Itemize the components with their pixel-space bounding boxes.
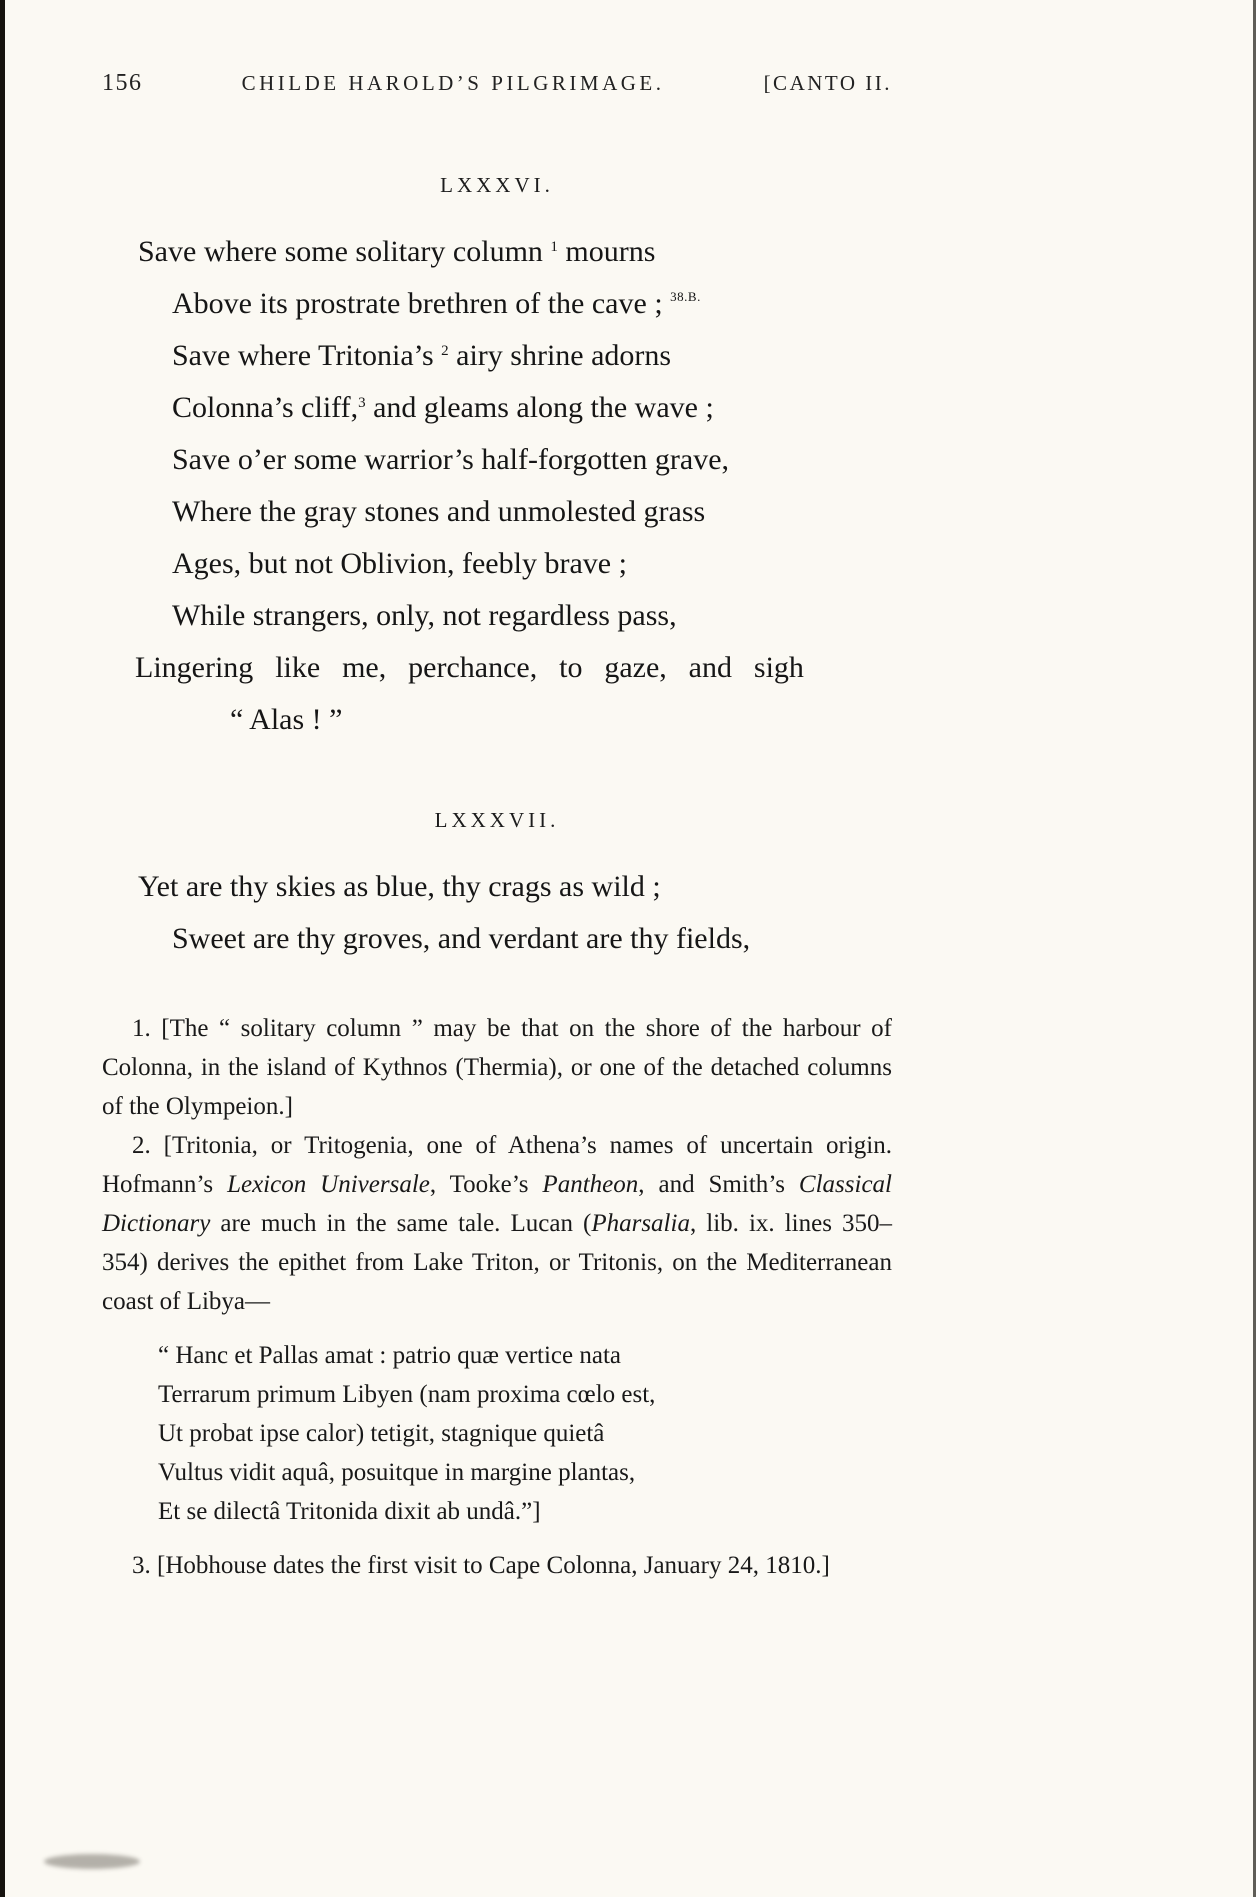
poem-line-alexandrine: Lingering like me, perchance, to gaze, and sigh — [135, 651, 804, 684]
poem-line: While strangers, only, not regardless pass, — [172, 599, 677, 632]
footnotes-section — [102, 1009, 892, 1585]
stanza-heading-87: LXXXVII. — [434, 808, 560, 832]
latin-verse-line: Et se dilectâ Tritonida dixit ab undâ.”] — [158, 1498, 541, 1525]
stanza-heading-86: LXXXVI. — [440, 173, 554, 197]
poem-line: “ Alas ! ” — [230, 703, 343, 736]
footnote-1: 1. [The “ solitary column ” may be that on the shore of the harbour of Colonna, in the island of Kythnos (Thermia), or one of the detached columns of the Olympeion.] — [102, 1015, 892, 1120]
book-title-pantheon: Pantheon — [542, 1171, 639, 1198]
scan-edge-left — [0, 0, 5, 1897]
footnote-text: 2. [Tritonia, or Tritogenia, one of Athena’s names of uncertain origin. Hofmann’s — [102, 1132, 892, 1198]
poem-text: Save where Tritonia’s — [172, 339, 442, 372]
poem-text: mourns — [557, 235, 656, 268]
latin-verse-line: “ Hanc et Pallas amat : patrio quæ vertice nata — [158, 1342, 622, 1369]
variant-ref-38b: 38.B. — [670, 289, 701, 304]
latin-verse-line: Terrarum primum Libyen (nam proxima cœlo est, — [158, 1381, 656, 1408]
footnote-3: 3. [Hobhouse dates the first visit to Cape Colonna, January 24, 1810.] — [132, 1552, 830, 1579]
poem-text: airy shrine adorns — [448, 339, 672, 372]
page-number: 156 — [102, 70, 143, 96]
footnote-ref-3: 3 — [358, 395, 366, 411]
footnote-text: , lib. ix. lines 350–354) derives the epithet from Lake Triton, or Tritonis, on the Mediterranean coast of Libya— — [102, 1210, 892, 1315]
footnote-ref-1: 1 — [550, 239, 558, 255]
book-title-pharsalia: Pharsalia — [591, 1210, 690, 1237]
scan-artifact-smudge — [44, 1854, 140, 1869]
poem-line: Ages, but not Oblivion, feebly brave ; — [172, 547, 627, 580]
page-content — [102, 0, 892, 1585]
book-title-classical-dictionary: Classical Dictionary — [102, 1171, 892, 1237]
poem-text: Save where some solitary column — [138, 235, 551, 268]
latin-quotation — [158, 1336, 892, 1531]
poem-line — [172, 382, 892, 434]
footnote-text: , Tooke’s — [429, 1171, 543, 1198]
footnote-ref-2: 2 — [441, 343, 449, 359]
poem-line: Sweet are thy groves, and verdant are thy fields, — [172, 922, 751, 955]
stanza-86 — [102, 226, 892, 746]
poem-text: Above its prostrate brethren of the cave ; — [172, 287, 671, 320]
footnote-text: are much in the same tale. Lucan ( — [210, 1210, 592, 1237]
poem-line: Yet are thy skies as blue, thy crags as wild ; — [138, 870, 661, 903]
poem-text: Colonna’s cliff, — [172, 391, 359, 424]
poem-line — [172, 278, 892, 330]
footnote-text: , and Smith’s — [638, 1171, 799, 1198]
poem-line: Where the gray stones and unmolested grass — [172, 495, 706, 528]
poem-line — [138, 226, 892, 278]
book-title-lexicon-universale: Lexicon Universale — [227, 1171, 430, 1198]
running-title: CHILDE HAROLD’S PILGRIMAGE. — [241, 71, 665, 95]
latin-verse-line: Vultus vidit aquâ, posuitque in margine plantas, — [158, 1459, 636, 1486]
running-head — [102, 0, 892, 97]
poem-text: and gleams along the wave ; — [365, 391, 714, 424]
poem-line — [172, 330, 892, 382]
canto-label: [CANTO II. — [763, 71, 892, 95]
poem-line: Save o’er some warrior’s half-forgotten grave, — [172, 443, 730, 476]
stanza-87 — [102, 861, 892, 965]
latin-verse-line: Ut probat ipse calor) tetigit, stagnique quietâ — [158, 1420, 605, 1447]
footnote-2 — [102, 1126, 892, 1321]
